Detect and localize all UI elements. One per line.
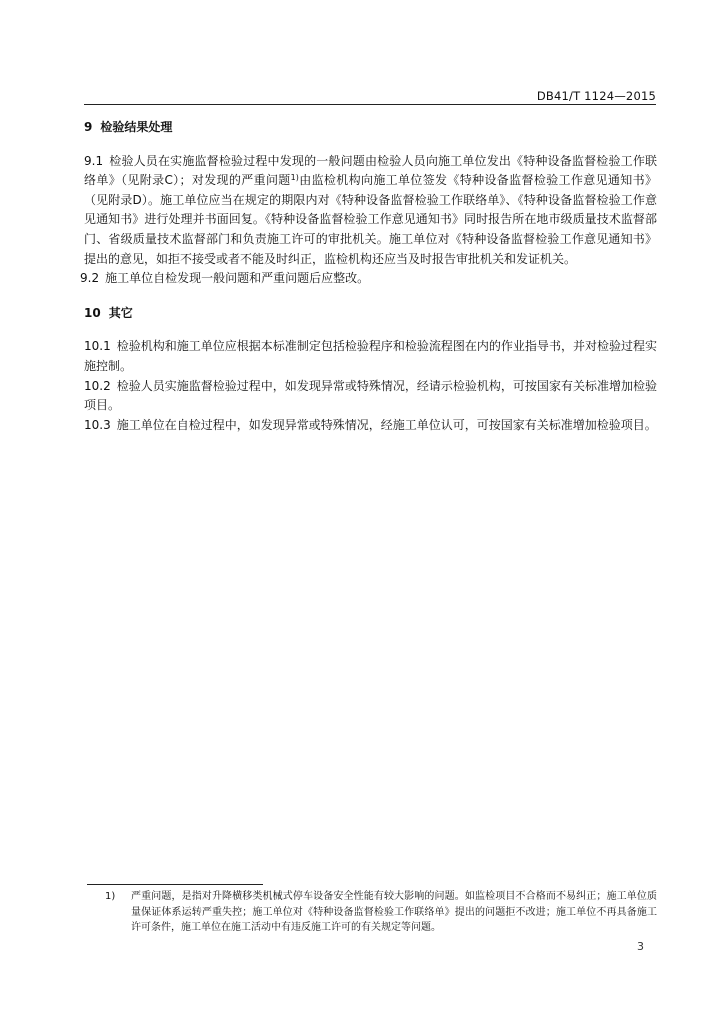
clause-9-1-number: 9.1 — [84, 153, 104, 168]
clause-10-2 — [84, 377, 657, 416]
section-10-heading — [84, 304, 657, 324]
standard-code: DB41/T 1124—2015 — [536, 89, 656, 103]
clause-9-2 — [80, 269, 657, 289]
clause-10-1-number: 10.1 — [84, 339, 111, 354]
section-10-title: 其它 — [108, 305, 133, 320]
clause-10-1-text: 检验机构和施工单位应根据本标准制定包括检验程序和检验流程图在内的作业指导书，并对检验过程实施控制。 — [84, 339, 657, 373]
clause-10-3-text: 施工单位在自检过程中，如发现异常或特殊情况，经施工单位认可，可按国家有关标准增加检验项目。 — [116, 417, 657, 432]
page-number: 3 — [637, 940, 644, 953]
footnote-mark: 1) — [105, 891, 116, 902]
section-10-number: 10 — [84, 305, 101, 320]
clause-10-3-number: 10.3 — [84, 417, 111, 432]
document-body — [80, 118, 657, 435]
clause-9-2-text: 施工单位自检发现一般问题和严重问题后应整改。 — [105, 271, 370, 286]
header-divider — [84, 104, 656, 105]
clause-9-2-number: 9.2 — [80, 271, 100, 286]
clause-10-3 — [84, 416, 657, 436]
section-9-number: 9 — [84, 120, 93, 134]
section-9-title: 检验结果处理 — [100, 120, 173, 134]
footnote-reference[interactable]: 1) — [290, 173, 299, 183]
clause-9-1 — [84, 152, 657, 270]
clause-9-1-text-b: 由监检机构向施工单位签发《特种设备监督检验工作意见通知书》（见附录D）。施工单位应当在规定的期限内对《特种设备监督检验工作联络单》、《特种设备监督检验工作意见通知书》进行处理并书面回复。《特种设备监督检验工作意见通知书》同时报告所在地市级质量技术监督部门、省级质量技术监督部门和负责施工许可的审批机关。施工单位对《特种设备监督检验工作意见通知书》提出的意见，如拒不接受或者不能及时纠正，监检机构还应当及时报告审批机关和发证机关。 — [84, 173, 657, 266]
footnote — [105, 889, 657, 936]
clause-10-1 — [84, 337, 657, 376]
section-9-heading — [84, 118, 657, 138]
clause-10-2-text: 检验人员实施监督检验过程中，如发现异常或特殊情况，经请示检验机构，可按国家有关标准增加检验项目。 — [84, 378, 657, 413]
clause-10-2-number: 10.2 — [84, 378, 111, 393]
footnote-divider — [87, 884, 263, 885]
clause-9-1-text-a: 检验人员在实施监督检验过程中发现的一般问题由检验人员向施工单位发出《特种设备监督检验工作联络单》（见附录C）；对发现的严重问题 — [84, 153, 657, 188]
footnote-text: 严重问题，是指对升降横移类机械式停车设备安全性能有较大影响的问题。如监检项目不合格而不易纠正；施工单位质量保证体系运转严重失控；施工单位对《特种设备监督检验工作联络单》提出的问题拒不改进；施工单位不再具备施工许可条件，施工单位在施工活动中有违反施工许可的有关规定等问题。 — [131, 891, 657, 933]
